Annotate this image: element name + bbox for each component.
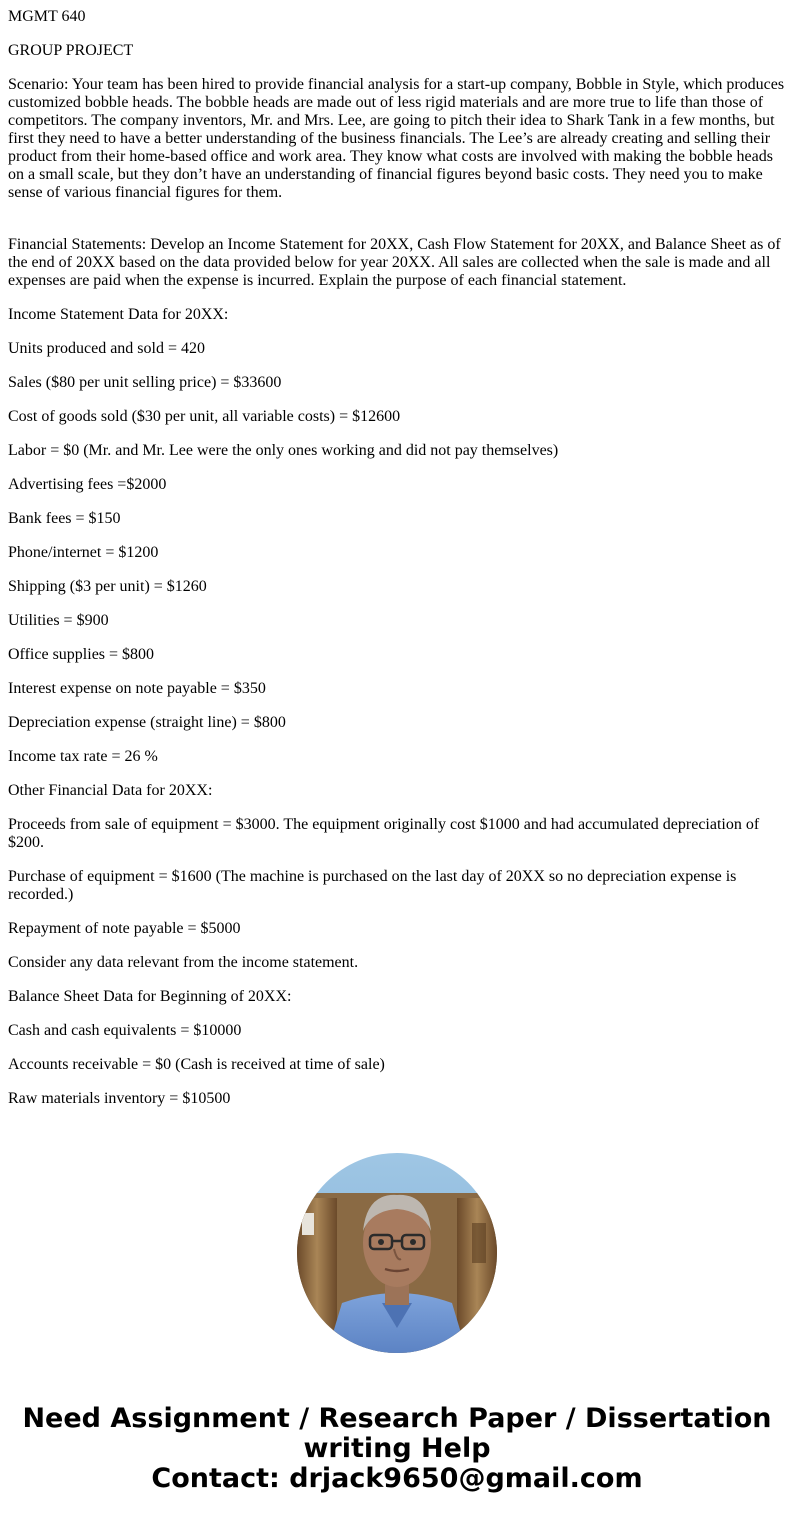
data-line: Proceeds from sale of equipment = $3000. The equipment originally cost $1000 and had accumulated depreciation of $200. — [8, 816, 760, 851]
promo-line-2: writing Help — [303, 1433, 491, 1464]
data-line: Raw materials inventory = $10500 — [8, 1090, 231, 1107]
data-line: Bank fees = $150 — [8, 510, 121, 527]
data-line: Purchase of equipment = $1600 (The machine is purchased on the last day of 20XX so no depreciation expense is recorded.) — [8, 868, 737, 903]
other-financial-heading: Other Financial Data for 20XX: — [8, 782, 213, 799]
data-line: Sales ($80 per unit selling price) = $33600 — [8, 374, 282, 391]
avatar — [297, 1153, 497, 1353]
data-line: Depreciation expense (straight line) = $800 — [8, 714, 286, 731]
data-line: Cost of goods sold ($30 per unit, all variable costs) = $12600 — [8, 408, 401, 425]
data-line: Accounts receivable = $0 (Cash is received at time of sale) — [8, 1056, 385, 1073]
income-statement-heading: Income Statement Data for 20XX: — [8, 306, 229, 323]
data-line: Income tax rate = 26 % — [8, 748, 158, 765]
document-body — [8, 8, 786, 1124]
financial-statements-paragraph: Financial Statements: Develop an Income Statement for 20XX, Cash Flow Statement for 20XX, and Balance Sheet as of the end of 20XX based on the data provided below for year 20XX. All sales are collected when the sale is made and all expenses are paid when the expense is incurred. Explain the purpose of each financial statement. — [8, 236, 781, 289]
data-line: Labor = $0 (Mr. and Mr. Lee were the only ones working and did not pay themselves) — [8, 442, 559, 459]
course-code: MGMT 640 — [8, 8, 86, 25]
project-title: GROUP PROJECT — [8, 42, 134, 59]
data-line: Units produced and sold = 420 — [8, 340, 205, 357]
balance-sheet-heading: Balance Sheet Data for Beginning of 20XX: — [8, 988, 292, 1005]
data-line: Shipping ($3 per unit) = $1260 — [8, 578, 207, 595]
data-line: Cash and cash equivalents = $10000 — [8, 1022, 242, 1039]
data-line: Repayment of note payable = $5000 — [8, 920, 241, 937]
data-line: Phone/internet = $1200 — [8, 544, 159, 561]
promo-contact: Contact: drjack9650@gmail.com — [151, 1463, 643, 1494]
data-line: Interest expense on note payable = $350 — [8, 680, 266, 697]
data-line: Office supplies = $800 — [8, 646, 155, 663]
scenario-paragraph: Scenario: Your team has been hired to provide financial analysis for a start-up company, Bobble in Style, which produces customized bobble heads. The bobble heads are made out of less rigid materials and are more true to life than those of competitors. The company inventors, Mr. and Mrs. Lee, are going to pitch their idea to Shark Tank in a few months, but first they need to have a better understanding of the business financials. The Lee’s are already creating and selling their product from their home-based office and work area. They know what costs are involved with making the bobble heads on a small scale, but they don’t have an understanding of financial figures beyond basic costs. They need you to make sense of various financial figures for them. — [8, 76, 785, 201]
promo-line-1: Need Assignment / Research Paper / Dissertation — [22, 1403, 772, 1434]
data-line: Utilities = $900 — [8, 612, 109, 629]
person-photo-icon — [297, 1153, 497, 1353]
data-line: Consider any data relevant from the income statement. — [8, 954, 359, 971]
promo-banner — [0, 1404, 794, 1494]
data-line: Advertising fees =$2000 — [8, 476, 167, 493]
